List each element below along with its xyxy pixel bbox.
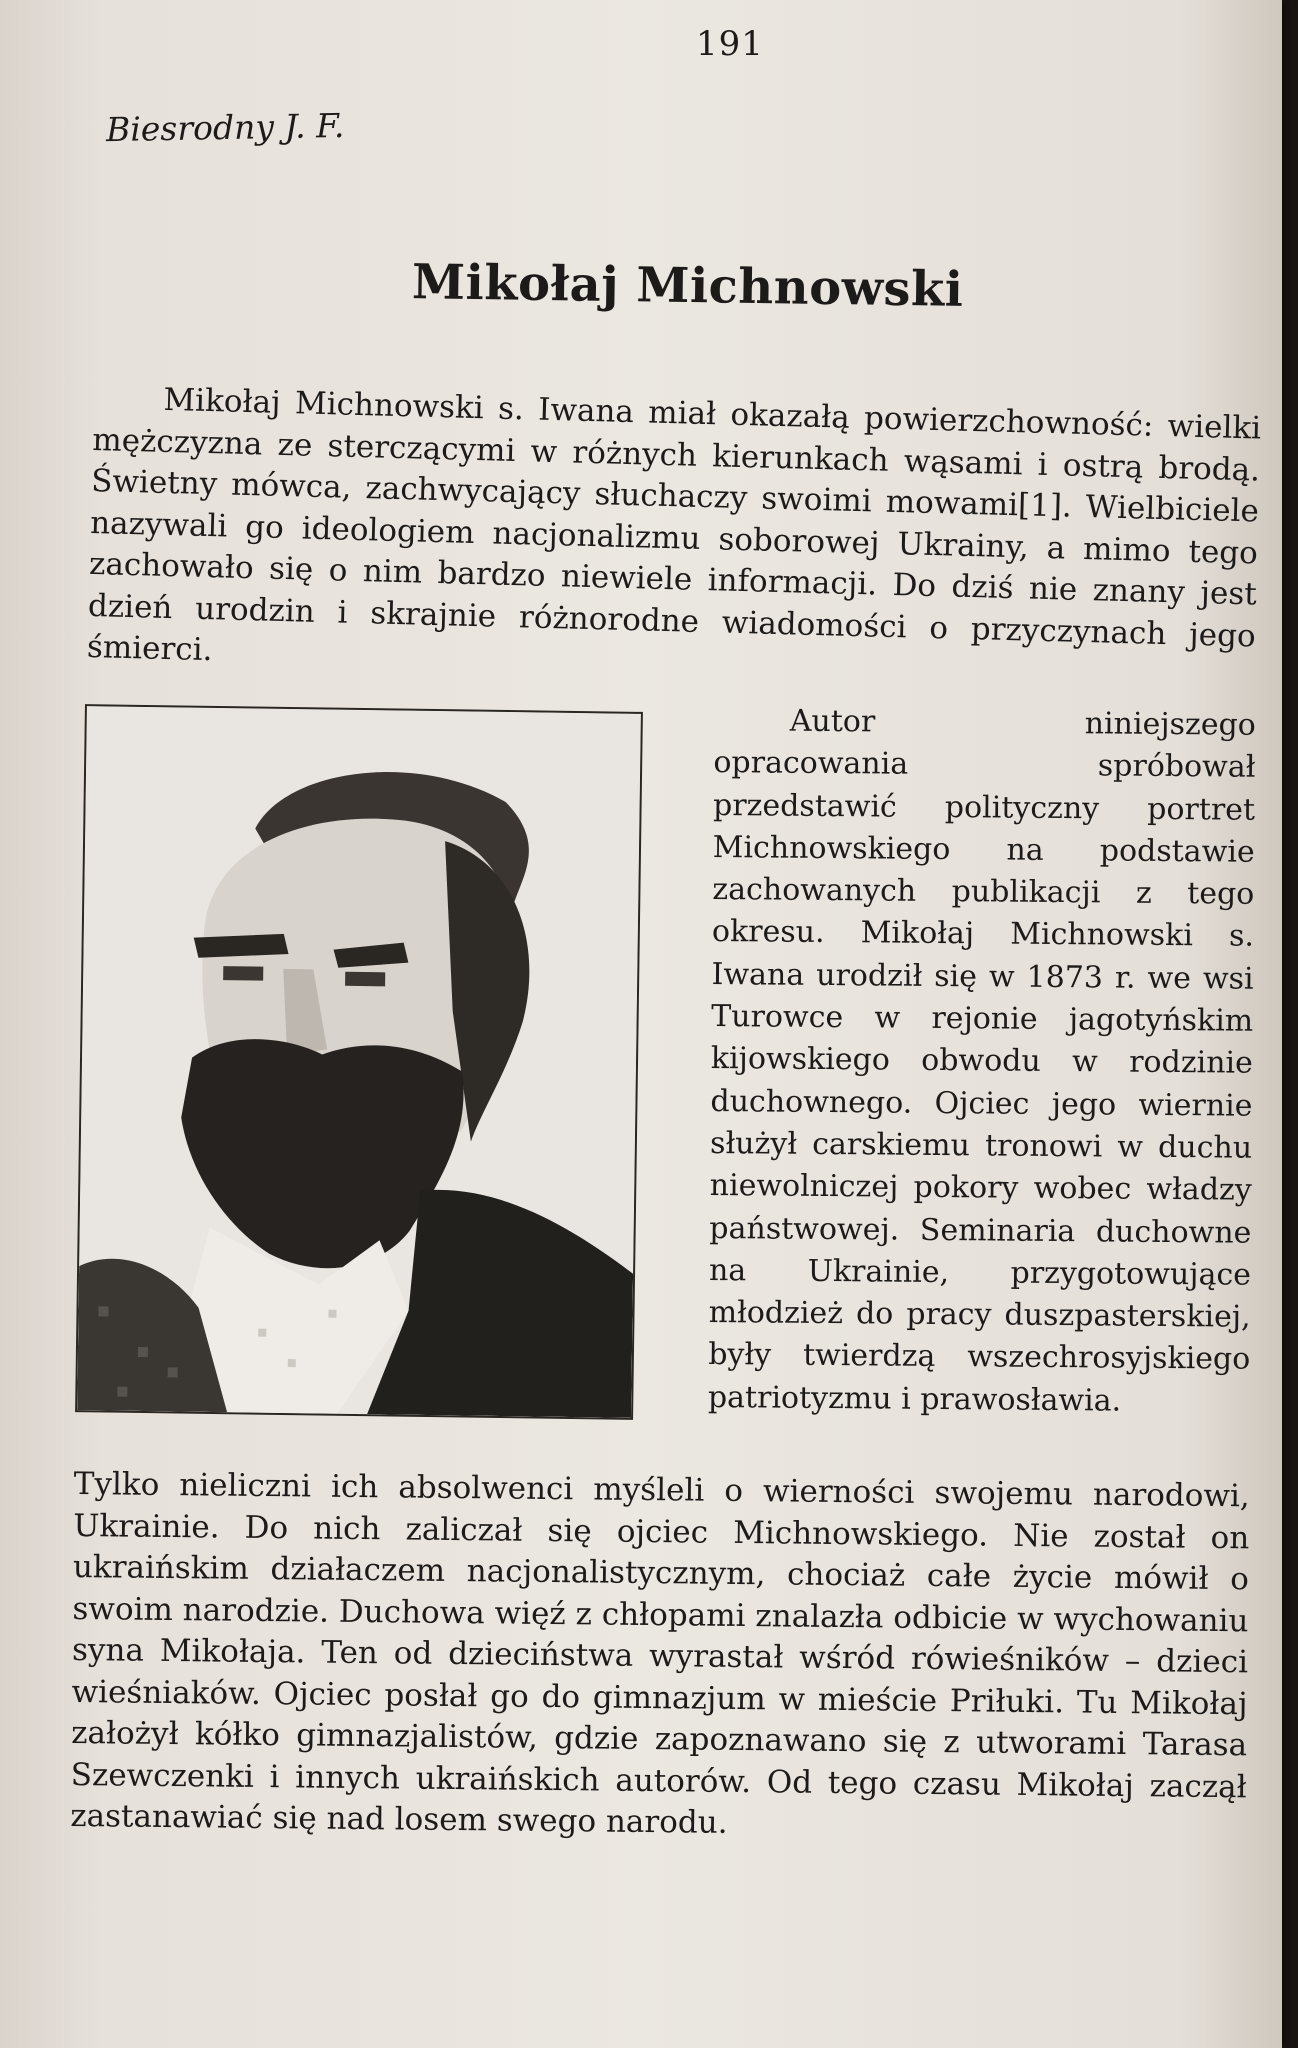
paragraph-youth: Tylko nieliczni ich absolwenci myśleli o wierności swojemu narodowi, Ukrainie. Do nich zaliczał się ojciec Michnowskiego. Nie został on ukraińskim działaczem nacjonalistycznym, chociaż całe życie mówił o swoim narodzie. Duchowa więź z chłopami znalazła odbicie w wychowaniu syna Mikołaja. Ten od dzieciństwa wyrastał wśród rówieśników – dzieci wieśniaków. Ojciec posłał go do gimnazjum w mieście Priłuki. Tu Mikołaj założył kółko gimnazjalistów, gdzie zapoznawano się z utworami Tarasa Szewczenki i innych ukraińskich autorów. Od tego czasu Mikołaj zaczął zastanawiać się nad losem swego narodu.	[70, 1465, 1250, 1841]
article-title: Mikołaj Michnowski	[411, 254, 964, 318]
portrait-photo-icon	[77, 706, 641, 1418]
author-name: Biesrodny J. F.	[105, 105, 345, 150]
portrait-photo	[75, 704, 643, 1420]
paragraph-intro: Mikołaj Michnowski s. Iwana miał okazałą powierzchowność: wielki mężczyzna ze sterczącymi w różnych kierunkach wąsami i ostrą brodą. Świetny mówca, zachwycający słuchaczy swoimi mowami[1]. Wielbiciele nazywali go ideologiem nacjonalizmu soborowej Ukrainy, a mimo tego zachowało się o nim bardzo niewiele informacji. Do dziś nie znany jest dzień urodzin i skrajnie różnorodne wiadomości o przyczynach jego śmierci.	[86, 381, 1262, 669]
page-number: 191	[696, 24, 764, 64]
paragraph-biography: Autor niniejszego opracowania spróbował przedstawić polityczny portret Michnowskiego na podstawie zachowanych publikacji z tego okresu. Mikołaj Michnowski s. Iwana urodził się w 1873 r. we wsi Turowce w rejonie jagotyńskim kijowskiego obwodu w rodzinie duchownego. Ojciec jego wiernie służył carskiemu tronowi w duchu niewolniczej pokory wobec władzy państwowej. Seminaria duchowne na Ukrainie, przygotowujące młodzież do pracy duszpasterskiej, były twierdzą wszechrosyjskiego patriotyzmu i prawosławia.	[707, 703, 1256, 1419]
